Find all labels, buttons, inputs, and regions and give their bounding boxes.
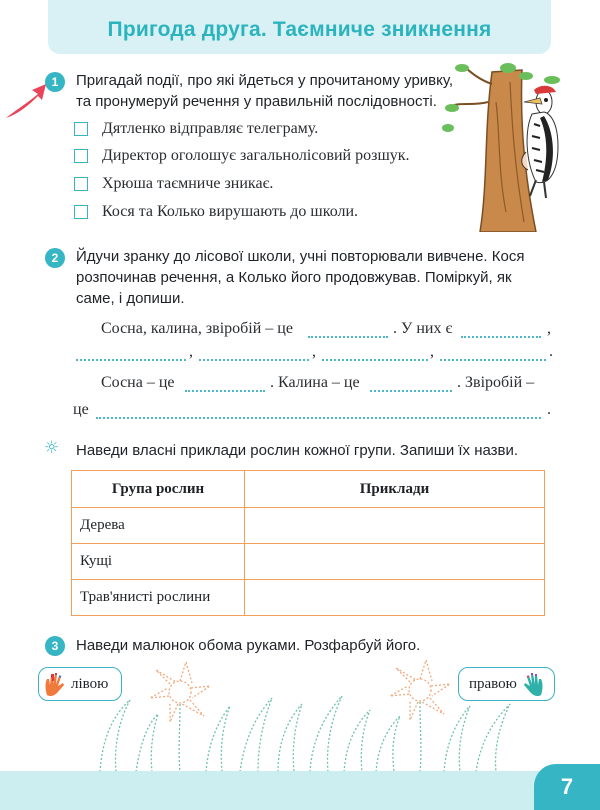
list-item-text: Дятленко відправляє телеграму. — [102, 120, 319, 137]
list-item[interactable] — [74, 174, 273, 194]
checkbox[interactable] — [74, 149, 88, 163]
punctuation: . — [547, 401, 551, 418]
pointer-arrow-icon — [2, 80, 48, 124]
page-title: Пригода друга. Таємниче зникнення — [107, 18, 492, 41]
page-number: 7 — [534, 764, 600, 810]
checkbox[interactable] — [74, 177, 88, 191]
task-3-text: Наведи малюнок обома руками. Розфарбуй його. — [76, 637, 421, 654]
table-row — [72, 544, 545, 580]
table-cell: Кущі — [72, 544, 245, 580]
table-header-row — [72, 471, 545, 508]
table-cell-answer[interactable] — [245, 508, 545, 544]
checkbox[interactable] — [74, 205, 88, 219]
table-row — [72, 508, 545, 544]
blank-field[interactable] — [199, 345, 309, 361]
task-2-line-1: Йдучи зранку до лісової школи, учні повторювали вивчене. Кося — [76, 248, 525, 265]
checkbox[interactable] — [74, 122, 88, 136]
fill-text: . Звіробій – — [457, 374, 535, 391]
task-1-line-2: та пронумеруй речення у правильній послідовності. — [76, 93, 437, 110]
fill-text: . Калина – це — [270, 374, 360, 391]
table-cell-answer[interactable] — [245, 544, 545, 580]
blank-field[interactable] — [461, 322, 541, 338]
task-2-number: 2 — [45, 248, 65, 268]
table-cell-answer[interactable] — [245, 580, 545, 616]
task-1-number: 1 — [45, 72, 65, 92]
fill-text: Сосна, калина, звіробій – це — [101, 320, 293, 337]
table-header: Приклади — [245, 471, 545, 508]
task-3-number: 3 — [45, 636, 65, 656]
blank-field[interactable] — [440, 345, 546, 361]
footer-band — [0, 771, 600, 810]
left-hand-text: лівою — [71, 675, 109, 692]
punctuation: . — [549, 343, 553, 360]
extra-task-text: Наведи власні приклади рослин кожної групи. Запиши їх назви. — [76, 442, 519, 459]
fill-text: це — [73, 401, 89, 418]
right-hand-text: правою — [469, 675, 517, 692]
fill-text: . У них є — [393, 320, 453, 337]
punctuation: , — [547, 320, 551, 337]
table-cell: Дерева — [72, 508, 245, 544]
blank-field[interactable] — [76, 345, 186, 361]
blank-field[interactable] — [370, 376, 452, 392]
fill-text: Сосна – це — [101, 374, 175, 391]
table-row — [72, 580, 545, 616]
list-item[interactable] — [74, 119, 318, 139]
task-2-line-3: саме, і допиши. — [76, 290, 185, 307]
woodpecker-on-tree-illustration — [440, 62, 565, 232]
right-hand-label — [458, 667, 555, 701]
list-item-text: Хрюша таємниче зникає. — [102, 175, 274, 192]
task-2-line-2: розпочинав речення, а Колько його продовжував. Поміркуй, як — [76, 269, 512, 286]
blank-field[interactable] — [185, 376, 265, 392]
punctuation: , — [312, 343, 316, 360]
left-hand-icon — [41, 671, 67, 697]
list-item[interactable] — [74, 146, 410, 166]
blank-field[interactable] — [308, 322, 388, 338]
right-hand-icon — [521, 671, 547, 697]
punctuation: , — [189, 343, 193, 360]
task-1-line-1: Пригадай події, про які йдеться у прочитаному уривку, — [76, 72, 454, 89]
sun-icon: ☼ — [44, 438, 60, 458]
left-hand-label — [38, 667, 122, 701]
list-item-text: Кося та Колько вирушають до школи. — [102, 203, 359, 220]
blank-field[interactable] — [322, 345, 428, 361]
blank-field[interactable] — [96, 403, 541, 419]
punctuation: , — [430, 343, 434, 360]
plant-groups-table — [71, 470, 545, 616]
table-header: Група рослин — [72, 471, 245, 508]
table-cell: Трав'янисті рослини — [72, 580, 245, 616]
list-item[interactable] — [74, 202, 358, 222]
list-item-text: Директор оголошує загальнолісовий розшук. — [102, 147, 410, 164]
